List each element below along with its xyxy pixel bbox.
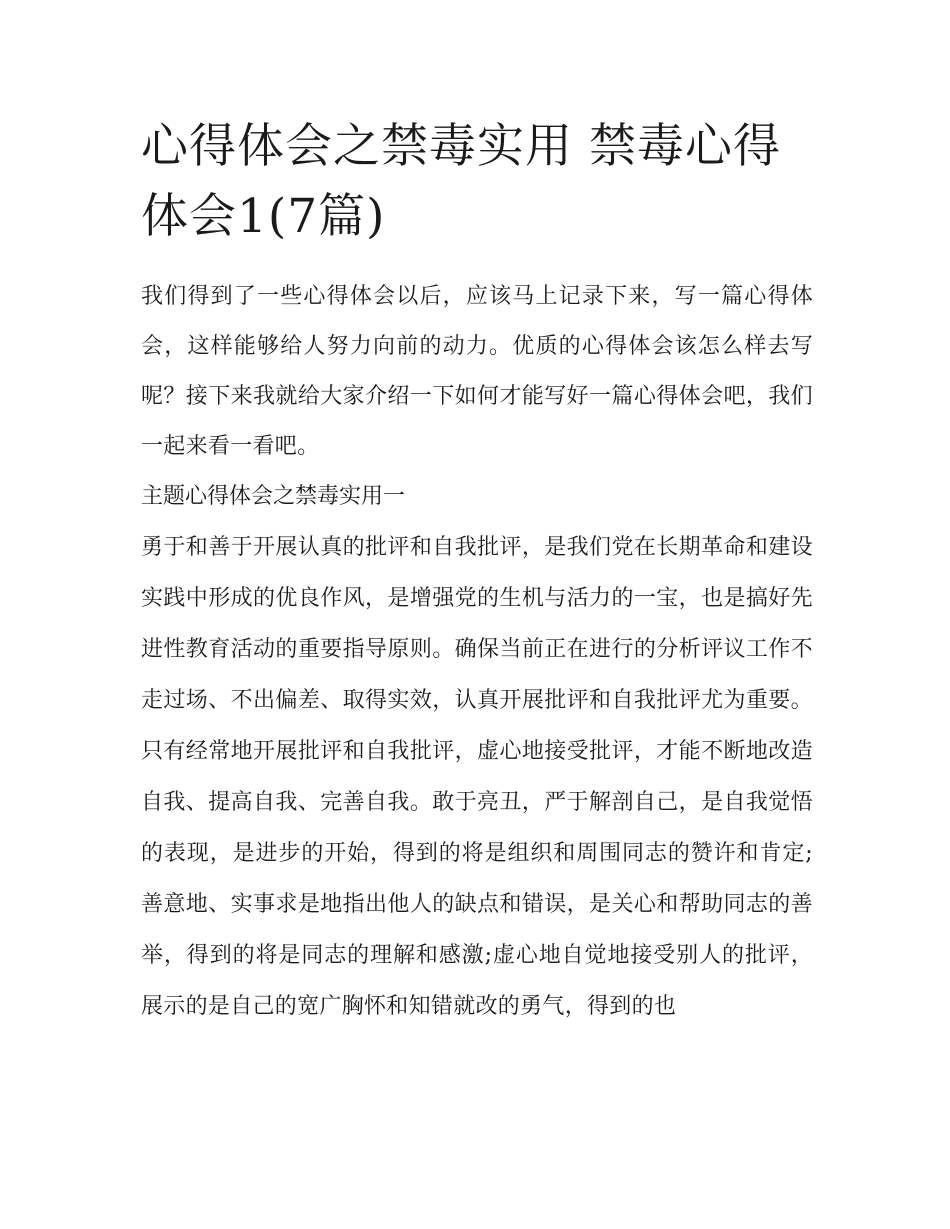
intro-paragraph: 我们得到了一些心得体会以后，应该马上记录下来，写一篇心得体会，这样能够给人努力向前的动力。优质的心得体会该怎么样去写呢？接下来我就给大家介绍一下如何才能写好一篇心得体会吧，我们一起来看一看吧。 bbox=[141, 284, 813, 459]
section-heading: 主题心得体会之禁毒实用一 bbox=[141, 484, 406, 509]
document-page bbox=[141, 112, 813, 1032]
body-paragraph: 勇于和善于开展认真的批评和自我批评，是我们党在长期革命和建设实践中形成的优良作风，是增强党的生机与活力的一宝，也是搞好先进性教育活动的重要指导原则。确保当前正在进行的分析评议工作不走过场、不出偏差、取得实效，认真开展批评和自我批评尤为重要。只有经常地开展批评和自我批评，虚心地接受批评，才能不断地改造自我、提高自我、完善自我。敢于亮丑，严于解剖自己，是自我觉悟的表现，是进步的开始，得到的将是组织和周围同志的赞许和肯定;善意地、实事求是地指出他人的缺点和错误，是关心和帮助同志的善举，得到的将是同志的理解和感激;虚心地自觉地接受别人的批评，展示的是自己的宽广胸怀和知错就改的勇气，得到的也 bbox=[141, 535, 813, 1019]
document-title: 心得体会之禁毒实用 禁毒心得体会1(7篇) bbox=[141, 119, 781, 244]
